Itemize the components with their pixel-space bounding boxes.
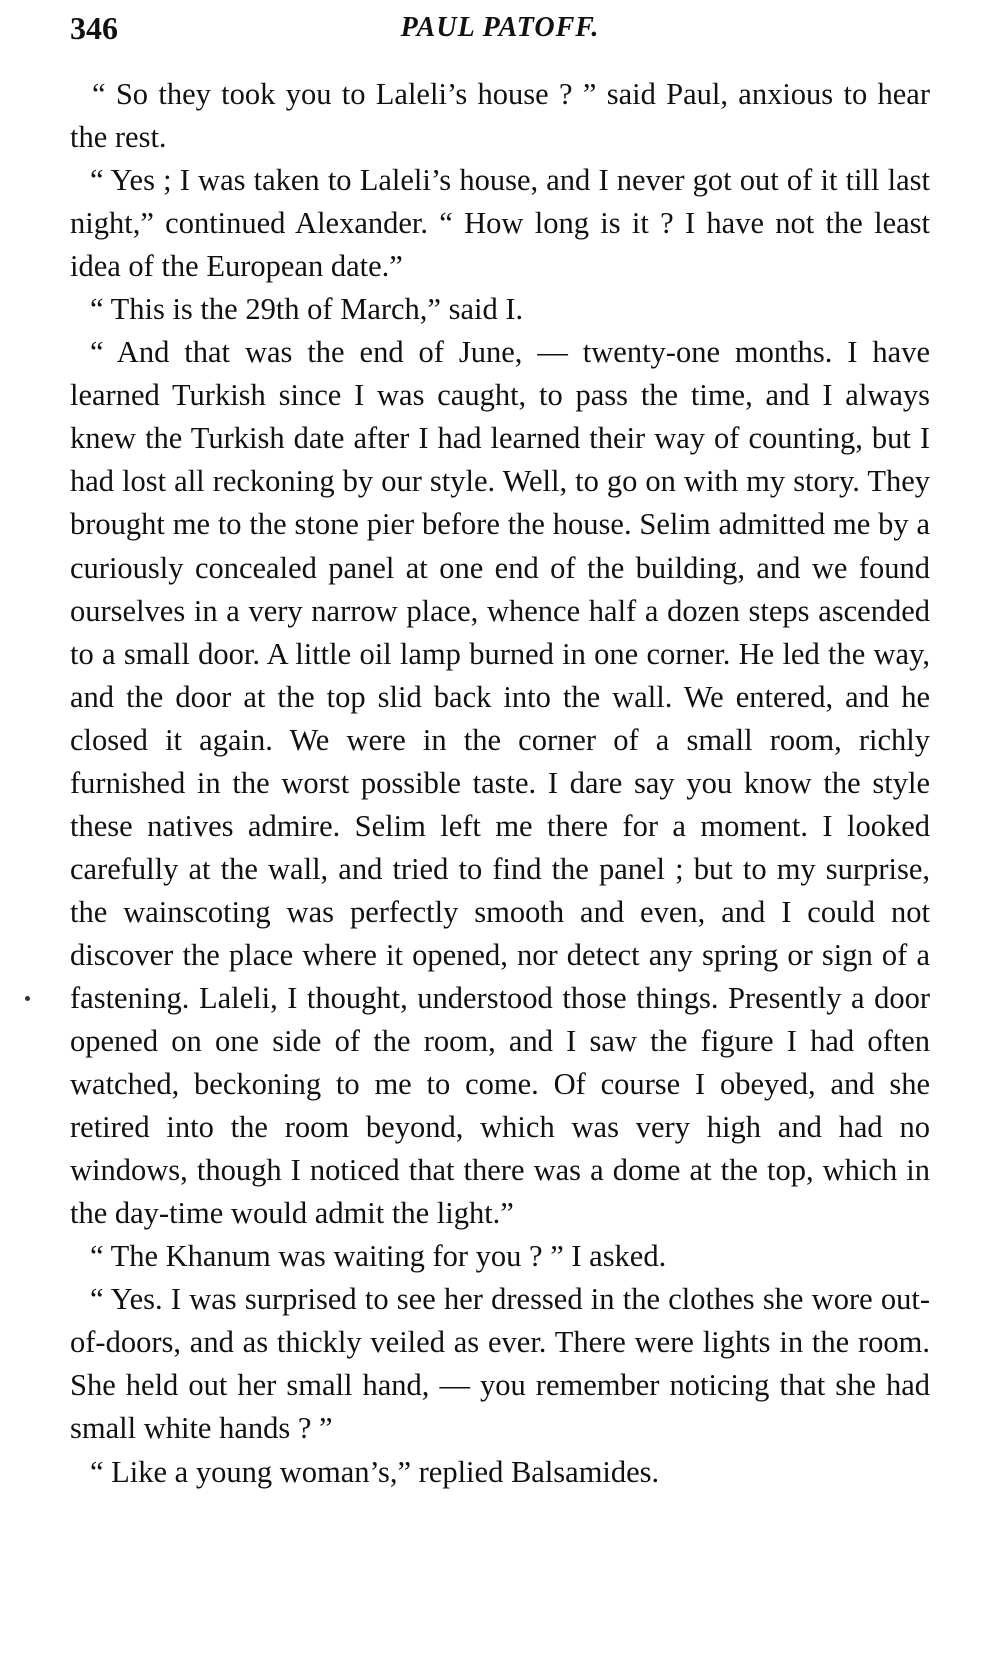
running-head: PAUL PATOFF. [400, 12, 600, 43]
paragraph: “ So they took you to Laleli’s house ? ” said Paul, anxious to hear the rest. [70, 77, 930, 155]
paragraph: “ And that was the end of June, — twenty-one months. I have learned Turkish since I was caught, to pass the time, and I always knew the Turkish date after I had learned their way of counting, but I had lost all reckoning by our style. Well, to go on with my story. They brought me to the stone pier before the house. Selim admitted me by a curiously concealed panel at one end of the building, and we found ourselves in a very narrow place, whence half a dozen steps ascended to a small door. A little oil lamp burned in one corner. He led the way, and the door at the top slid back into the wall. We entered, and he closed it again. We were in the corner of a small room, richly furnished in the worst possible taste. I dare say you know the style these natives admire. Selim left me there for a moment. I looked carefully at the wall, and tried to find the panel ; but to my surprise, the wainscoting was perfectly smooth and even, and I could not discover the place where it opened, nor detect any spring or sign of a fastening. Laleli, I thought, understood those things. Presently a door opened on one side of the room, and I saw the figure I had often watched, beckoning to me to come. Of course I obeyed, and she retired into the room beyond, which was very high and had no windows, though I noticed that there was a dome at the top, which in the day-time would admit the light.” [70, 335, 930, 1231]
paragraph: “ Yes ; I was taken to Laleli’s house, and I never got out of it till last night,” continued Alexander. “ How long is it ? I have not the least idea of the European date.” [70, 163, 930, 284]
paragraph: “ This is the 29th of March,” said I. [90, 292, 524, 327]
page-header [70, 8, 930, 48]
margin-speck [25, 996, 30, 1001]
paragraph: “ The Khanum was waiting for you ? ” I asked. [90, 1239, 667, 1274]
body-text [70, 73, 930, 1494]
page-number: 346 [70, 10, 118, 46]
paragraph: “ Like a young woman’s,” replied Balsamides. [90, 1454, 660, 1489]
paragraph: “ Yes. I was surprised to see her dressed in the clothes she wore out-of-doors, and as thickly veiled as ever. There were lights in the room. She held out her small hand, — you remember noticing that she had small white hands ? ” [70, 1282, 930, 1446]
